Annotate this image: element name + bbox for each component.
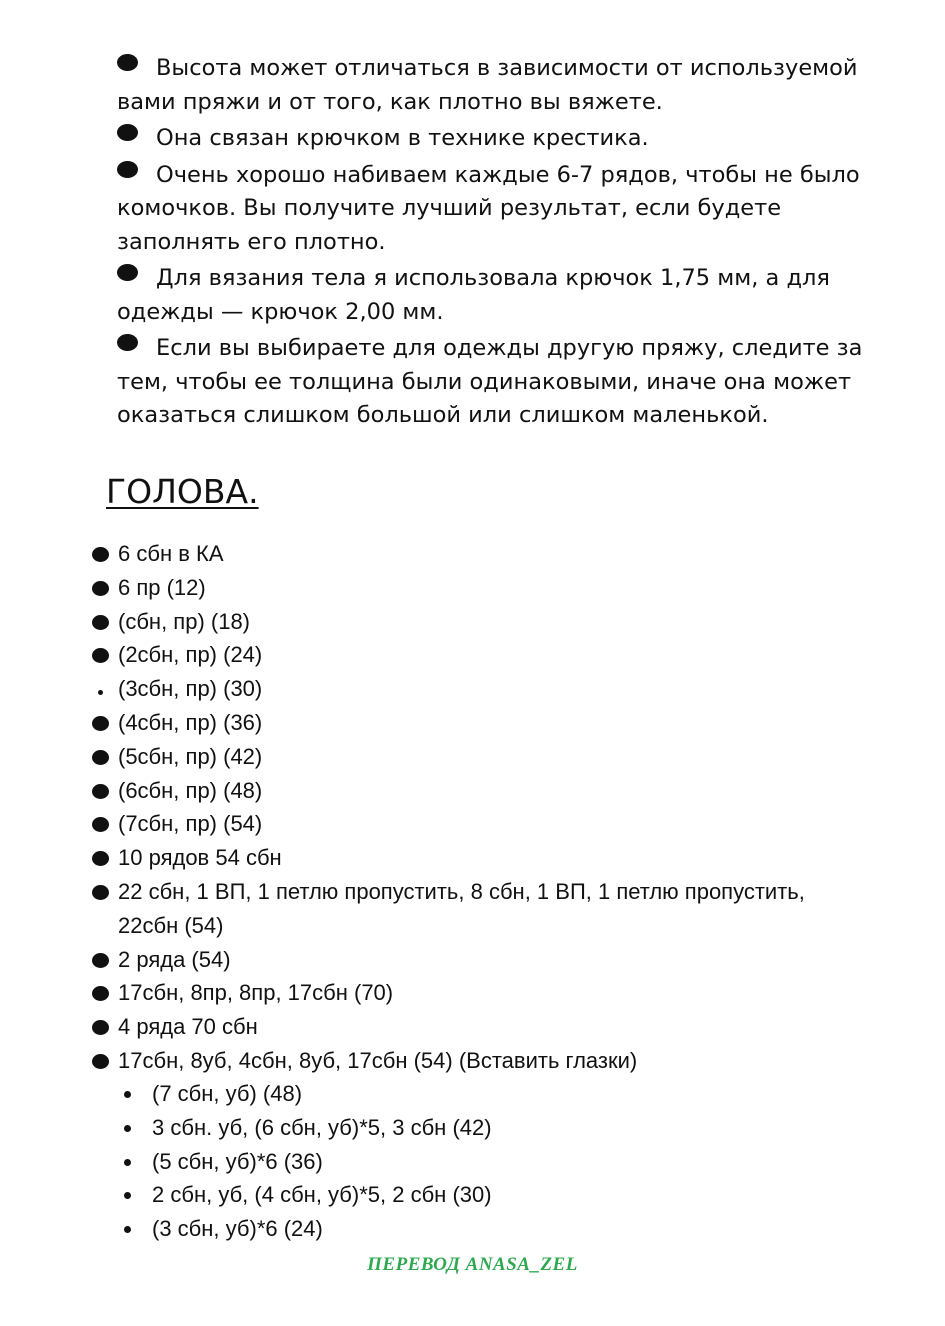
list-item xyxy=(92,638,912,672)
sub-row-text: 3 сбн. уб, (6 сбн, уб)*5, 3 сбн (42) xyxy=(152,1114,492,1140)
row-text: 4 ряда 70 сбн xyxy=(118,1014,258,1040)
bullet-icon xyxy=(92,817,109,832)
intro-text: Если вы выбираете для одежды другую пряжу, следите за тем, чтобы ее толщина были одинаковыми, иначе она может оказаться слишком большой или слишком маленькой. xyxy=(117,335,863,428)
row-text: 22 сбн, 1 ВП, 1 петлю пропустить, 8 сбн, 1 ВП, 1 петлю пропустить, xyxy=(118,878,805,904)
intro-paragraph xyxy=(117,262,907,329)
list-item xyxy=(92,537,912,571)
bullet-icon xyxy=(124,1226,131,1233)
bullet-icon xyxy=(92,547,109,562)
list-item xyxy=(124,1178,492,1212)
sub-row-text: (5 сбн, уб)*6 (36) xyxy=(152,1148,323,1174)
sub-row-text: 2 сбн, уб, (4 сбн, уб)*5, 2 сбн (30) xyxy=(152,1182,492,1208)
list-item xyxy=(92,1010,912,1044)
intro-paragraph xyxy=(117,332,907,433)
list-item xyxy=(92,1044,912,1078)
bullet-icon xyxy=(117,124,138,141)
list-item xyxy=(124,1077,492,1111)
bullet-icon xyxy=(92,953,109,968)
row-text: (5сбн, пр) (42) xyxy=(118,743,263,769)
bullet-icon xyxy=(92,716,109,731)
bullet-icon xyxy=(92,851,109,866)
list-item xyxy=(92,571,912,605)
sub-row-text: (7 сбн, уб) (48) xyxy=(152,1081,303,1106)
bullet-icon xyxy=(92,648,109,663)
bullet-icon xyxy=(117,334,138,351)
bullet-icon xyxy=(117,54,138,71)
bullet-icon xyxy=(92,1054,109,1069)
bullet-icon xyxy=(117,264,138,281)
section-title-head: ГОЛОВА. xyxy=(106,472,259,511)
row-text: (сбн, пр) (18) xyxy=(118,608,251,634)
intro-paragraph xyxy=(117,122,907,156)
row-text: 2 ряда (54) xyxy=(118,946,231,972)
list-item xyxy=(92,672,912,706)
row-text-continued: 22сбн (54) xyxy=(118,912,224,938)
intro-text: Высота может отличаться в зависимости от используемой вами пряжи и от того, как плотно вы вяжете. xyxy=(117,55,858,115)
list-item xyxy=(124,1145,492,1179)
small-bullet-icon xyxy=(98,690,103,695)
row-text: 10 рядов 54 сбн xyxy=(118,845,282,871)
row-text: 6 сбн в КА xyxy=(118,541,224,566)
decrease-rows-list xyxy=(124,1077,492,1246)
row-text: 6 пр (12) xyxy=(118,574,206,600)
bullet-icon xyxy=(124,1125,131,1132)
list-item xyxy=(124,1111,492,1145)
list-item xyxy=(124,1212,492,1246)
list-item xyxy=(92,740,912,774)
list-item xyxy=(92,943,912,977)
intro-paragraph xyxy=(117,159,907,260)
row-text: (2сбн, пр) (24) xyxy=(118,642,263,668)
bullet-icon xyxy=(92,784,109,799)
list-item xyxy=(92,841,912,875)
bullet-icon xyxy=(92,986,109,1001)
row-text: (4сбн, пр) (36) xyxy=(118,709,263,735)
bullet-icon xyxy=(124,1159,131,1166)
translator-credit: ПЕРЕВОД ANASA_ZEL xyxy=(367,1254,578,1275)
bullet-icon xyxy=(117,161,138,178)
row-text: 17сбн, 8уб, 4сбн, 8уб, 17сбн (54) (Вставить глазки) xyxy=(118,1047,638,1073)
bullet-icon xyxy=(92,1020,109,1035)
list-item xyxy=(92,774,912,808)
bullet-icon xyxy=(92,581,109,596)
list-item xyxy=(92,706,912,740)
list-item xyxy=(92,605,912,639)
bullet-icon xyxy=(124,1192,131,1199)
intro-notes xyxy=(117,52,907,436)
row-text: 17сбн, 8пр, 8пр, 17сбн (70) xyxy=(118,980,394,1006)
list-item xyxy=(92,807,912,841)
bullet-icon xyxy=(92,615,109,630)
intro-paragraph xyxy=(117,52,907,119)
intro-text: Очень хорошо набиваем каждые 6-7 рядов, чтобы не было комочков. Вы получите лучший результат, если будете заполнять его плотно. xyxy=(117,161,860,255)
list-item xyxy=(92,875,912,943)
row-text: (3сбн, пр) (30) xyxy=(118,676,263,702)
bullet-icon xyxy=(92,885,109,900)
row-text: (6сбн, пр) (48) xyxy=(118,777,263,803)
list-item xyxy=(92,976,912,1010)
head-rows-list xyxy=(92,537,912,1078)
row-text: (7сбн, пр) (54) xyxy=(118,811,263,837)
intro-text: Для вязания тела я использовала крючок 1,75 мм, а для одежды — крючок 2,00 мм. xyxy=(117,265,830,325)
intro-text: Она связан крючком в технике крестика. xyxy=(156,125,649,151)
sub-row-text: (3 сбн, уб)*6 (24) xyxy=(152,1216,323,1242)
bullet-icon xyxy=(124,1091,131,1098)
bullet-icon xyxy=(92,750,109,765)
